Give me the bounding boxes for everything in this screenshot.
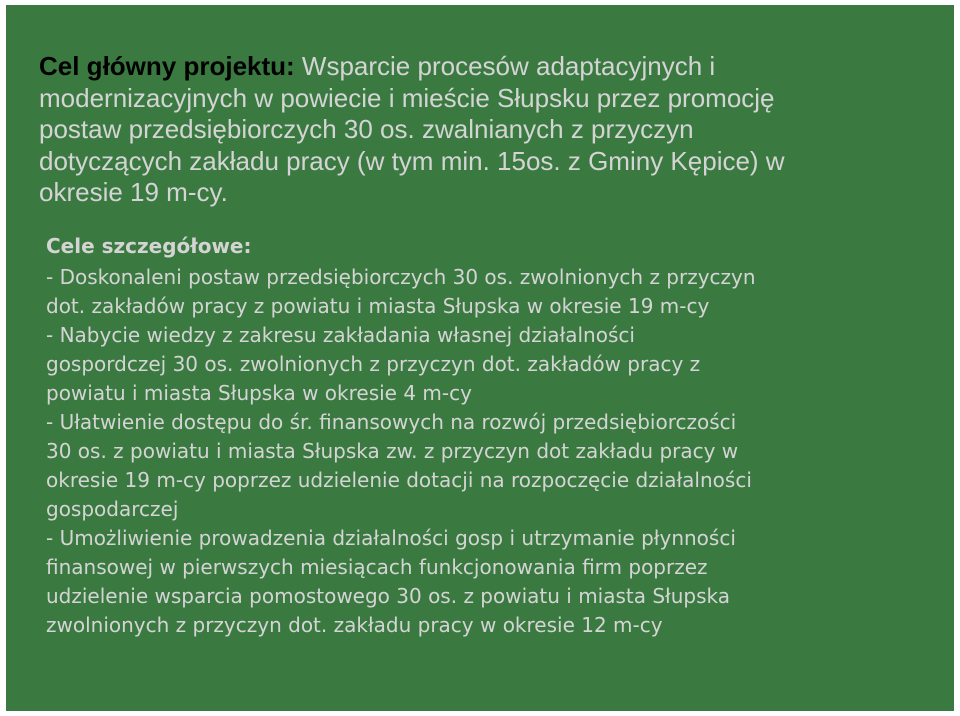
specific-goals-text: - Doskonaleni postaw przedsiębiorczych 30 os. zwolnionych z przyczyn dot. zakładów pracy z powiatu i miasta Słupska w okresie 19 m-cy - Nabycie wiedzy z zakresu zakładania własnej działalności gospordczej 30 os. zwolnionych z przyczyn dot. zakładów pracy z powiatu i miasta Słupska w okresie 4 m-cy - Ułatwienie dostępu do śr. finansowych na rozwój przedsiębiorczości 30 os. z powiatu i miasta Słupska zw. z przyczyn dot zakładu pracy w okresie 19 m-cy poprzez udzielenie dotacji na rozpoczęcie działalności gospodarczej - Umożliwienie prowadzenia działalności gosp i utrzymanie płynności finansowej w pierwszych miesiącach funkcjonowania firm poprzez udzielenie wsparcia pomostowego 30 os. z powiatu i miasta Słupska zwolnionych z przyczyn dot. zakładu pracy w okresie 12 m-cy	[46, 265, 756, 637]
main-goal-text: Wsparcie procesów adaptacyjnych i modernizacyjnych w powiecie i mieście Słupsku przez promocję postaw przedsiębiorczych 30 os. zwalnianych z przyczyn dotyczących zakładu pracy (w tym min. 15os. z Gminy Kępice) w okresie 19 m-cy.	[39, 51, 785, 207]
main-goal-heading: Cel główny projektu:	[39, 51, 295, 81]
slide	[6, 5, 954, 711]
main-goal-paragraph	[39, 51, 939, 209]
specific-goals-heading: Cele szczegółowe:	[46, 234, 252, 258]
